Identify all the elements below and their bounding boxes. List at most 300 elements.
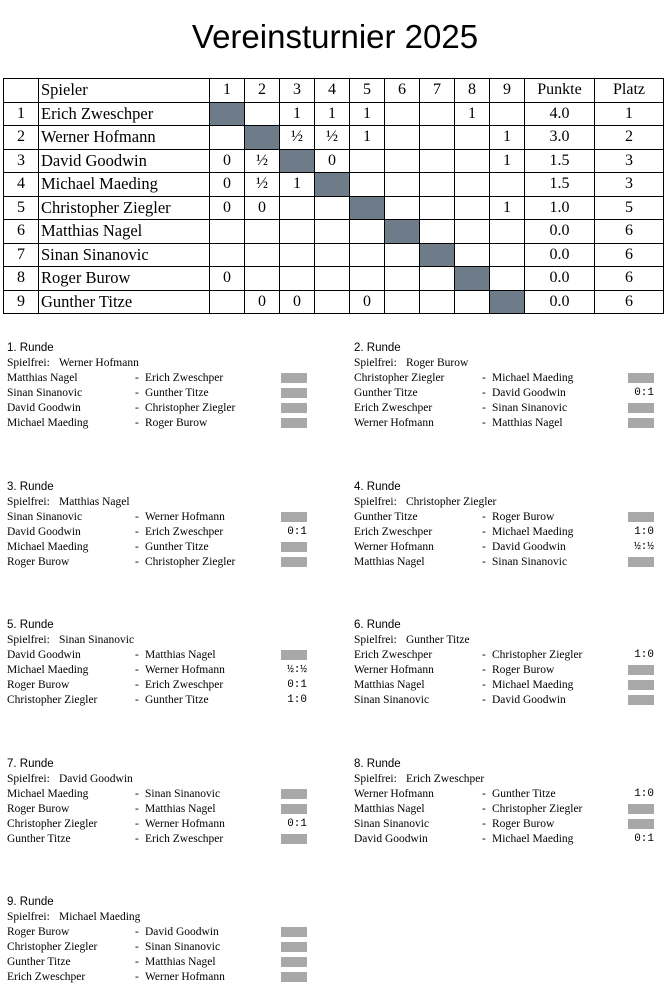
result-placeholder xyxy=(281,957,307,967)
diagonal-cell xyxy=(210,102,245,126)
bye-line xyxy=(7,772,317,787)
result-cell xyxy=(385,149,420,173)
result-value: 1:0 xyxy=(634,788,654,800)
points-cell: 0.0 xyxy=(525,290,595,314)
result-value: 1:0 xyxy=(287,694,307,706)
diagonal-cell xyxy=(385,220,420,244)
round-title: 3. Runde xyxy=(7,481,54,493)
result-cell: 0 xyxy=(350,290,385,314)
result-placeholder xyxy=(281,942,307,952)
rank-cell: 6 xyxy=(595,267,664,291)
white-player: Werner Hofmann xyxy=(354,417,434,429)
white-player: Christopher Ziegler xyxy=(7,818,98,830)
white-player: Sinan Sinanovic xyxy=(354,818,430,830)
pairing-row xyxy=(354,510,664,525)
pairing-row xyxy=(7,940,317,955)
white-player: Roger Burow xyxy=(7,556,70,568)
pairing-row xyxy=(354,787,664,802)
pairing-row xyxy=(354,693,664,708)
bye-line xyxy=(7,495,317,510)
pairing-dash: - xyxy=(135,956,139,968)
round-block xyxy=(354,757,664,847)
pairing-dash: - xyxy=(135,511,139,523)
black-player: Michael Maeding xyxy=(492,833,574,845)
pairing-dash: - xyxy=(135,402,139,414)
result-placeholder xyxy=(281,927,307,937)
result-cell xyxy=(315,220,350,244)
round-title: 2. Runde xyxy=(354,342,401,354)
black-player: Michael Maeding xyxy=(492,679,574,691)
white-player: Roger Burow xyxy=(7,679,70,691)
result-cell xyxy=(385,102,420,126)
result-cell xyxy=(455,196,490,220)
bye-player: Matthias Nagel xyxy=(59,496,130,508)
result-cell: 0 xyxy=(280,290,315,314)
result-cell xyxy=(455,243,490,267)
result-cell xyxy=(490,102,525,126)
white-player: Christopher Ziegler xyxy=(7,941,98,953)
black-player: Michael Maeding xyxy=(492,372,574,384)
round-block xyxy=(7,480,317,570)
white-player: Roger Burow xyxy=(7,803,70,815)
pairing-dash: - xyxy=(135,372,139,384)
header-col-3: 3 xyxy=(280,79,315,103)
pairing-row xyxy=(354,817,664,832)
pairing-row xyxy=(354,401,664,416)
rank-cell: 6 xyxy=(595,290,664,314)
result-cell xyxy=(315,267,350,291)
result-value: 1:0 xyxy=(634,526,654,538)
bye-line xyxy=(354,633,664,648)
bye-label: Spielfrei: xyxy=(7,773,50,785)
points-cell: 4.0 xyxy=(525,102,595,126)
pairing-row xyxy=(354,416,664,431)
result-cell xyxy=(420,290,455,314)
round-block xyxy=(354,618,664,708)
pairing-dash: - xyxy=(482,417,486,429)
player-name: Christopher Ziegler xyxy=(39,196,210,220)
white-player: Roger Burow xyxy=(7,926,70,938)
player-name: Werner Hofmann xyxy=(39,126,210,150)
table-row xyxy=(4,220,664,244)
pairing-row xyxy=(7,416,317,431)
pairing-dash: - xyxy=(482,664,486,676)
header-col-1: 1 xyxy=(210,79,245,103)
result-cell xyxy=(420,102,455,126)
result-cell xyxy=(420,220,455,244)
result-value: 0:1 xyxy=(287,818,307,830)
pairing-dash: - xyxy=(482,402,486,414)
bye-label: Spielfrei: xyxy=(7,634,50,646)
player-number: 2 xyxy=(4,126,39,150)
black-player: Sinan Sinanovic xyxy=(145,941,221,953)
bye-label: Spielfrei: xyxy=(354,357,397,369)
result-value: 0:1 xyxy=(287,526,307,538)
diagonal-cell xyxy=(455,267,490,291)
pairing-row xyxy=(7,386,317,401)
pairing-dash: - xyxy=(135,417,139,429)
black-player: Matthias Nagel xyxy=(492,417,563,429)
bye-line xyxy=(354,772,664,787)
black-player: Werner Hofmann xyxy=(145,971,225,983)
white-player: Gunther Titze xyxy=(7,956,71,968)
player-number: 4 xyxy=(4,173,39,197)
player-number: 8 xyxy=(4,267,39,291)
player-number: 6 xyxy=(4,220,39,244)
round-block xyxy=(7,618,317,708)
bye-label: Spielfrei: xyxy=(354,496,397,508)
result-cell: ½ xyxy=(315,126,350,150)
black-player: Werner Hofmann xyxy=(145,664,225,676)
diagonal-cell xyxy=(280,149,315,173)
rank-cell: 2 xyxy=(595,126,664,150)
bye-line xyxy=(354,356,664,371)
diagonal-cell xyxy=(315,173,350,197)
header-col-8: 8 xyxy=(455,79,490,103)
diagonal-cell xyxy=(350,196,385,220)
result-cell: 1 xyxy=(490,126,525,150)
header-col-4: 4 xyxy=(315,79,350,103)
white-player: Michael Maeding xyxy=(7,788,89,800)
result-cell xyxy=(490,220,525,244)
result-placeholder xyxy=(281,789,307,799)
pairing-row xyxy=(354,832,664,847)
result-placeholder xyxy=(281,418,307,428)
black-player: Werner Hofmann xyxy=(145,511,225,523)
result-cell xyxy=(210,220,245,244)
pairing-dash: - xyxy=(135,926,139,938)
result-cell xyxy=(350,220,385,244)
white-player: David Goodwin xyxy=(7,649,81,661)
result-cell: 0 xyxy=(210,173,245,197)
round-block xyxy=(354,341,664,431)
bye-line xyxy=(7,633,317,648)
bye-label: Spielfrei: xyxy=(7,357,50,369)
result-placeholder xyxy=(628,373,654,383)
result-cell xyxy=(245,220,280,244)
crosstable xyxy=(3,78,664,314)
result-cell: 0 xyxy=(210,196,245,220)
white-player: Gunther Titze xyxy=(354,511,418,523)
header-player: Spieler xyxy=(39,79,210,103)
result-cell xyxy=(420,173,455,197)
result-cell xyxy=(280,196,315,220)
result-placeholder xyxy=(281,650,307,660)
black-player: Christopher Ziegler xyxy=(492,803,583,815)
white-player: Michael Maeding xyxy=(7,664,89,676)
bye-player: Werner Hofmann xyxy=(59,357,139,369)
bye-label: Spielfrei: xyxy=(7,911,50,923)
pairing-dash: - xyxy=(482,649,486,661)
bye-player: Gunther Titze xyxy=(406,634,470,646)
result-cell: 0 xyxy=(245,196,280,220)
pairing-dash: - xyxy=(482,833,486,845)
white-player: Gunther Titze xyxy=(354,387,418,399)
result-cell xyxy=(420,149,455,173)
result-cell xyxy=(350,149,385,173)
pairing-row xyxy=(7,693,317,708)
pairing-dash: - xyxy=(482,818,486,830)
player-name: David Goodwin xyxy=(39,149,210,173)
pairing-dash: - xyxy=(135,941,139,953)
bye-line xyxy=(7,910,317,925)
bye-label: Spielfrei: xyxy=(7,496,50,508)
black-player: Roger Burow xyxy=(145,417,208,429)
player-number: 5 xyxy=(4,196,39,220)
pairing-row xyxy=(7,510,317,525)
white-player: Erich Zweschper xyxy=(354,402,433,414)
pairing-dash: - xyxy=(482,694,486,706)
header-col-9: 9 xyxy=(490,79,525,103)
bye-line xyxy=(354,495,664,510)
player-number: 1 xyxy=(4,102,39,126)
pairing-row xyxy=(354,648,664,663)
result-cell xyxy=(315,290,350,314)
result-cell xyxy=(385,290,420,314)
pairing-dash: - xyxy=(135,971,139,983)
result-value: ½:½ xyxy=(287,664,307,676)
pairing-dash: - xyxy=(135,833,139,845)
pairing-dash: - xyxy=(135,556,139,568)
points-cell: 1.0 xyxy=(525,196,595,220)
round-title: 5. Runde xyxy=(7,619,54,631)
result-placeholder xyxy=(628,695,654,705)
bye-player: Roger Burow xyxy=(406,357,469,369)
result-cell: 1 xyxy=(455,102,490,126)
pairing-dash: - xyxy=(135,788,139,800)
result-cell xyxy=(455,149,490,173)
pairing-row xyxy=(354,678,664,693)
pairing-row xyxy=(7,955,317,970)
pairing-dash: - xyxy=(135,818,139,830)
black-player: Erich Zweschper xyxy=(145,833,224,845)
bye-player: Michael Maeding xyxy=(59,911,141,923)
pairing-row xyxy=(7,925,317,940)
pairing-dash: - xyxy=(135,649,139,661)
header-no xyxy=(4,79,39,103)
result-cell xyxy=(455,220,490,244)
result-placeholder xyxy=(281,542,307,552)
result-cell: 1 xyxy=(350,126,385,150)
result-placeholder xyxy=(281,373,307,383)
pairing-row xyxy=(7,555,317,570)
player-number: 7 xyxy=(4,243,39,267)
player-name: Roger Burow xyxy=(39,267,210,291)
result-value: ½:½ xyxy=(634,541,654,553)
pairing-row xyxy=(354,555,664,570)
black-player: Matthias Nagel xyxy=(145,649,216,661)
black-player: Christopher Ziegler xyxy=(145,556,236,568)
rank-cell: 1 xyxy=(595,102,664,126)
result-cell xyxy=(210,126,245,150)
result-value: 1:0 xyxy=(634,649,654,661)
black-player: Roger Burow xyxy=(492,818,555,830)
round-block xyxy=(7,757,317,847)
pairing-row xyxy=(7,832,317,847)
result-cell: 0 xyxy=(245,290,280,314)
header-col-6: 6 xyxy=(385,79,420,103)
result-cell xyxy=(245,267,280,291)
result-cell xyxy=(385,243,420,267)
result-cell xyxy=(315,196,350,220)
white-player: Michael Maeding xyxy=(7,417,89,429)
round-title: 7. Runde xyxy=(7,758,54,770)
points-cell: 0.0 xyxy=(525,220,595,244)
result-cell xyxy=(350,173,385,197)
pairing-row xyxy=(7,787,317,802)
player-number: 3 xyxy=(4,149,39,173)
black-player: Gunther Titze xyxy=(492,788,556,800)
black-player: Gunther Titze xyxy=(145,541,209,553)
result-cell xyxy=(420,196,455,220)
white-player: Erich Zweschper xyxy=(354,649,433,661)
result-cell xyxy=(280,267,315,291)
white-player: Werner Hofmann xyxy=(354,541,434,553)
table-row xyxy=(4,149,664,173)
round-title: 1. Runde xyxy=(7,342,54,354)
white-player: Sinan Sinanovic xyxy=(354,694,430,706)
result-cell: ½ xyxy=(245,149,280,173)
result-cell xyxy=(490,243,525,267)
bye-line xyxy=(7,356,317,371)
result-cell xyxy=(350,243,385,267)
result-cell xyxy=(385,196,420,220)
result-cell xyxy=(350,267,385,291)
white-player: David Goodwin xyxy=(354,833,428,845)
round-block xyxy=(354,480,664,570)
result-placeholder xyxy=(628,819,654,829)
result-value: 0:1 xyxy=(287,679,307,691)
result-cell: 1 xyxy=(280,173,315,197)
result-placeholder xyxy=(628,557,654,567)
diagonal-cell xyxy=(490,290,525,314)
pairing-row xyxy=(7,970,317,985)
rank-cell: 6 xyxy=(595,243,664,267)
table-row xyxy=(4,290,664,314)
result-cell xyxy=(455,290,490,314)
white-player: Matthias Nagel xyxy=(7,372,78,384)
pairing-dash: - xyxy=(135,679,139,691)
result-placeholder xyxy=(281,804,307,814)
result-cell: 0 xyxy=(315,149,350,173)
result-placeholder xyxy=(628,680,654,690)
result-placeholder xyxy=(628,418,654,428)
black-player: Sinan Sinanovic xyxy=(145,788,221,800)
result-cell xyxy=(455,173,490,197)
black-player: Roger Burow xyxy=(492,511,555,523)
result-cell: 1 xyxy=(350,102,385,126)
pairing-row xyxy=(354,525,664,540)
pairing-dash: - xyxy=(482,556,486,568)
rank-cell: 6 xyxy=(595,220,664,244)
black-player: David Goodwin xyxy=(492,387,566,399)
black-player: Erich Zweschper xyxy=(145,679,224,691)
black-player: Sinan Sinanovic xyxy=(492,402,568,414)
result-cell xyxy=(490,267,525,291)
result-cell: 1 xyxy=(315,102,350,126)
result-cell: 0 xyxy=(210,267,245,291)
result-cell xyxy=(245,243,280,267)
black-player: Gunther Titze xyxy=(145,694,209,706)
pairing-dash: - xyxy=(482,541,486,553)
table-row xyxy=(4,267,664,291)
result-cell xyxy=(245,102,280,126)
black-player: David Goodwin xyxy=(492,541,566,553)
pairing-dash: - xyxy=(482,679,486,691)
pairing-row xyxy=(354,386,664,401)
result-cell: 0 xyxy=(210,149,245,173)
pairing-row xyxy=(354,540,664,555)
result-placeholder xyxy=(628,403,654,413)
result-placeholder xyxy=(281,512,307,522)
result-placeholder xyxy=(628,512,654,522)
rank-cell: 3 xyxy=(595,173,664,197)
white-player: Christopher Ziegler xyxy=(354,372,445,384)
points-cell: 1.5 xyxy=(525,173,595,197)
pairing-row xyxy=(7,802,317,817)
round-title: 8. Runde xyxy=(354,758,401,770)
white-player: David Goodwin xyxy=(7,526,81,538)
result-cell: ½ xyxy=(280,126,315,150)
pairing-dash: - xyxy=(135,526,139,538)
pairing-dash: - xyxy=(482,372,486,384)
result-placeholder xyxy=(628,665,654,675)
header-points: Punkte xyxy=(525,79,595,103)
white-player: Matthias Nagel xyxy=(354,556,425,568)
bye-player: Sinan Sinanovic xyxy=(59,634,135,646)
result-cell xyxy=(385,267,420,291)
black-player: Werner Hofmann xyxy=(145,818,225,830)
diagonal-cell xyxy=(420,243,455,267)
result-cell xyxy=(385,173,420,197)
black-player: Christopher Ziegler xyxy=(145,402,236,414)
header-col-7: 7 xyxy=(420,79,455,103)
player-name: Sinan Sinanovic xyxy=(39,243,210,267)
table-row xyxy=(4,126,664,150)
player-name: Gunther Titze xyxy=(39,290,210,314)
white-player: Michael Maeding xyxy=(7,541,89,553)
points-cell: 0.0 xyxy=(525,267,595,291)
white-player: Gunther Titze xyxy=(7,833,71,845)
result-cell xyxy=(280,220,315,244)
pairing-dash: - xyxy=(482,387,486,399)
white-player: Matthias Nagel xyxy=(354,803,425,815)
result-placeholder xyxy=(281,557,307,567)
result-cell: 1 xyxy=(280,102,315,126)
black-player: David Goodwin xyxy=(145,926,219,938)
result-cell xyxy=(420,126,455,150)
black-player: Christopher Ziegler xyxy=(492,649,583,661)
pairing-dash: - xyxy=(135,664,139,676)
round-block xyxy=(7,895,317,985)
result-placeholder xyxy=(281,972,307,982)
result-cell xyxy=(385,126,420,150)
result-cell: ½ xyxy=(245,173,280,197)
result-cell xyxy=(420,267,455,291)
pairing-row xyxy=(7,540,317,555)
bye-player: Erich Zweschper xyxy=(406,773,485,785)
pairing-dash: - xyxy=(482,511,486,523)
white-player: Erich Zweschper xyxy=(354,526,433,538)
white-player: Werner Hofmann xyxy=(354,664,434,676)
pairing-row xyxy=(7,678,317,693)
crosstable-header xyxy=(4,79,664,103)
table-row xyxy=(4,196,664,220)
black-player: David Goodwin xyxy=(492,694,566,706)
pairing-row xyxy=(354,371,664,386)
result-cell xyxy=(280,243,315,267)
pairing-row xyxy=(7,401,317,416)
